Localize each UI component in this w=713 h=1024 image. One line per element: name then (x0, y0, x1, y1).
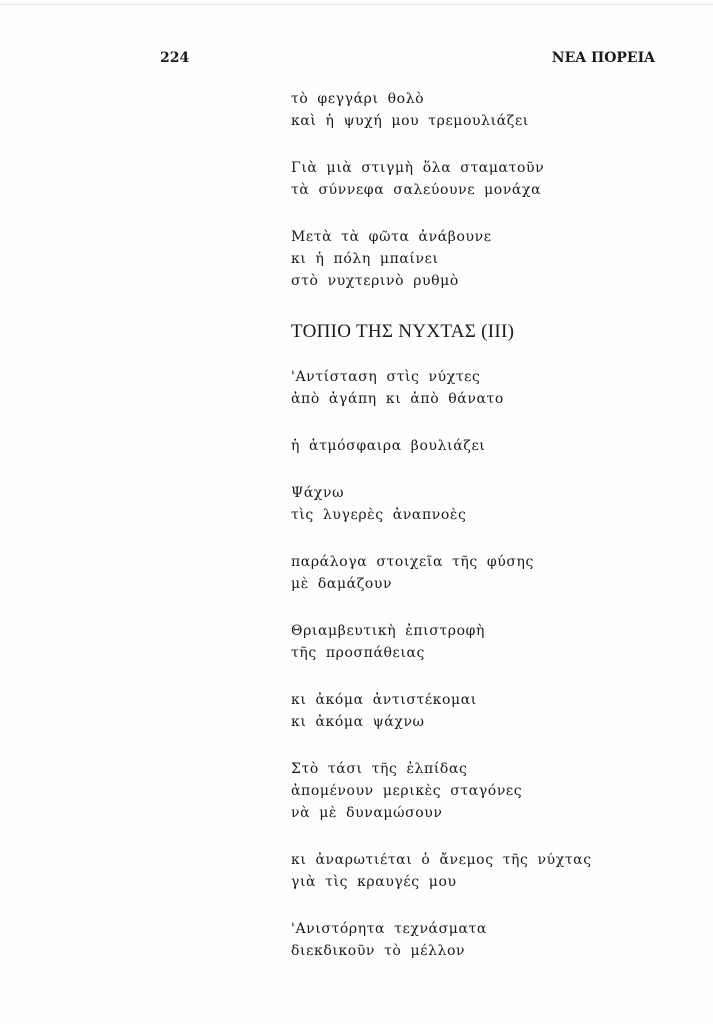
poem-line: 'Αντίσταση στὶς νύχτες (291, 369, 481, 385)
stanza (291, 88, 671, 132)
poem-line: παράλογα στοιχεῖα τῆς φύσης (291, 554, 534, 570)
poem-line: στὸ νυχτερινὸ ρυθμὸ (291, 273, 459, 289)
stanza (291, 551, 671, 595)
stanza (291, 435, 671, 457)
poem-line: κι ἀκόμα ἀντιστέκομαι (291, 692, 477, 708)
poem-line: κι ἀναρωτιέται ὁ ἄνεμος τῆς νύχτας (291, 852, 592, 868)
stanza (291, 226, 671, 292)
poem-line: ἀπομένουν μερικὲς σταγόνες (291, 783, 523, 799)
poem-line: Γιὰ μιὰ στιγμὴ ὅλα σταματοῦν (291, 160, 545, 176)
poem-line: Θριαμβευτικὴ ἐπιστροφὴ (291, 623, 485, 639)
poem-line: γιὰ τὶς κραυγές μου (291, 874, 457, 890)
poem-line: κι ἀκόμα ψάχνω (291, 714, 425, 730)
poem-line: 'Ανιστόρητα τεχνάσματα (291, 921, 487, 937)
poem-line: καὶ ἡ ψυχή μου τρεμουλιάζει (291, 113, 529, 129)
stanza (291, 482, 671, 526)
stanza (291, 689, 671, 733)
stanza (291, 918, 671, 962)
page-number: 224 (160, 50, 190, 66)
poem-line: Μετὰ τὰ φῶτα ἀνάβουνε (291, 229, 492, 245)
poem-line: Ψάχνω (291, 485, 345, 501)
poem-line: νὰ μὲ δυναμώσουν (291, 805, 443, 821)
stanza (291, 366, 671, 410)
poem-block (291, 88, 671, 987)
poem-title: ΤΟΠΙΟ ΤΗΣ ΝΥΧΤΑΣ (III) (291, 321, 515, 342)
poem-line: Στὸ τάσι τῆς ἐλπίδας (291, 761, 468, 777)
running-head: ΝΕΑ ΠΟΡΕΙΑ (551, 50, 655, 66)
stanza (291, 758, 671, 824)
top-edge-rule (0, 4, 713, 5)
stanza (291, 157, 671, 201)
poem-line: κι ἡ πόλη μπαίνει (291, 251, 439, 267)
poem-line: τὶς λυγερὲς ἀναπνοὲς (291, 507, 467, 523)
poem-line: ἀπὸ ἀγάπη κι ἀπὸ θάνατο (291, 391, 504, 407)
stanza (291, 620, 671, 664)
poem-line: ἡ ἀτμόσφαιρα βουλιάζει (291, 438, 486, 454)
poem-line: μὲ δαμάζουν (291, 576, 393, 592)
poem-line: διεκδικοῦν τὸ μέλλον (291, 943, 466, 959)
poem-line: τὸ φεγγάρι θολὸ (291, 91, 425, 107)
poem-line: τὰ σύννεφα σαλεύουνε μονάχα (291, 182, 542, 198)
poem-line: τῆς προσπάθειας (291, 645, 425, 661)
stanza (291, 849, 671, 893)
